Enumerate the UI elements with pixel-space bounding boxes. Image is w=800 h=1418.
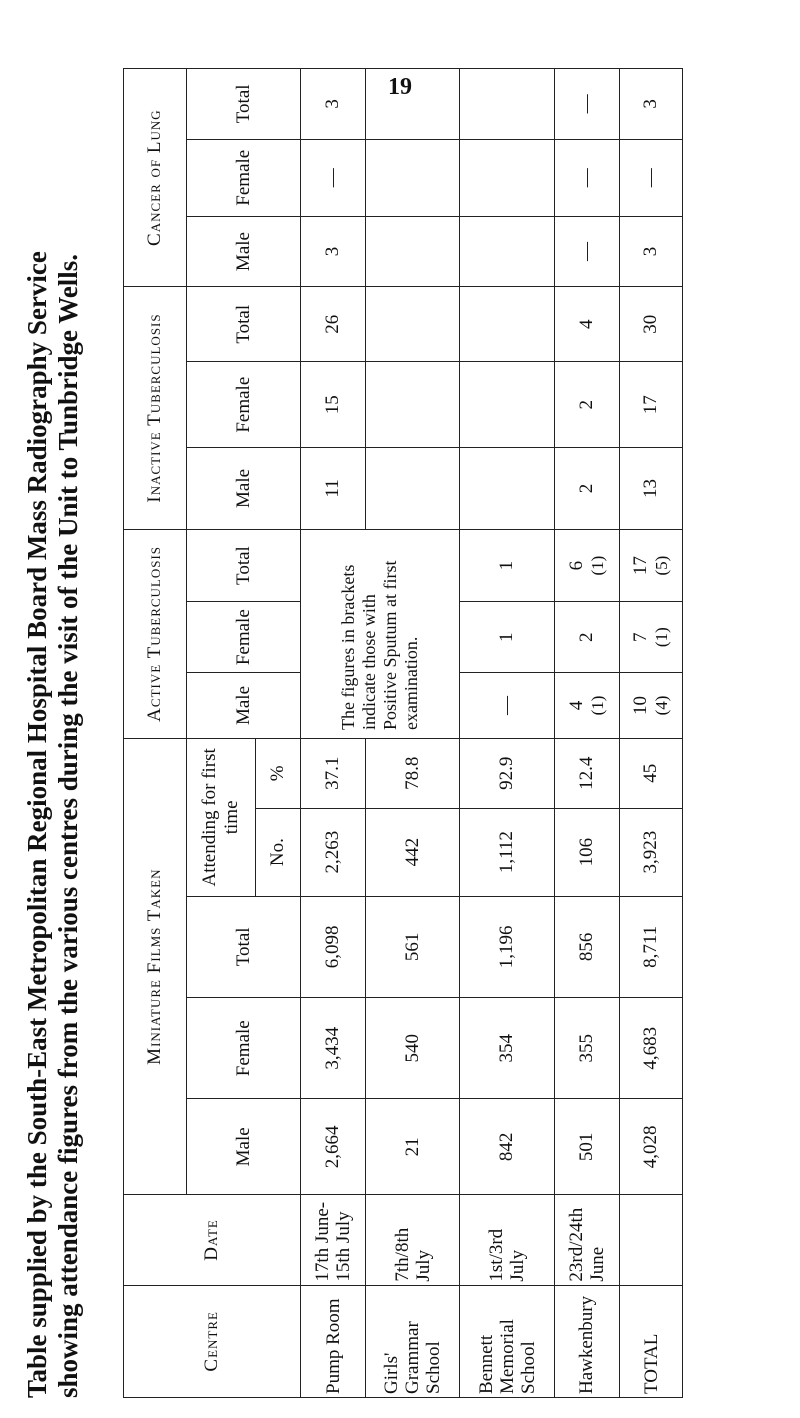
cell-centre: TOTAL — [620, 1285, 683, 1397]
cell-centre: Bennett Memorial School — [460, 1285, 554, 1397]
cell-act-total — [554, 529, 619, 602]
cell-lung-female: — — [620, 139, 683, 216]
cell-lung-male — [460, 216, 554, 287]
page-number: 19 — [388, 74, 412, 100]
cell-mf-male: 2,664 — [301, 1099, 366, 1195]
cell-lung-male: 3 — [301, 216, 366, 287]
cell-first-pct: 78.8 — [366, 739, 460, 808]
header-first-no: No. — [256, 808, 301, 896]
cell-inact-female: 15 — [301, 362, 366, 448]
header-mf-total: Total — [187, 896, 301, 997]
cell-lung-female: — — [554, 139, 619, 216]
cell-centre: Hawkenbury — [554, 1285, 619, 1397]
cell-first-pct: 37.1 — [301, 739, 366, 808]
header-inact-total: Total — [187, 287, 301, 362]
cell-centre: Pump Room — [301, 1285, 366, 1397]
value: 2 — [575, 632, 597, 642]
header-lung-female: Female — [187, 139, 301, 216]
cell-lung-total: — — [554, 69, 619, 140]
cell-date: 23rd/24th June — [554, 1195, 619, 1285]
cell-act-male — [620, 672, 683, 738]
cell-mf-female: 540 — [366, 998, 460, 1099]
cell-mf-female: 4,683 — [620, 998, 683, 1099]
cell-first-pct: 45 — [620, 739, 683, 808]
header-inact-male: Male — [187, 448, 301, 530]
cell-date: 1st/3rd July — [460, 1195, 554, 1285]
header-centre: Centre — [124, 1285, 301, 1397]
cell-act-male — [460, 672, 554, 738]
cell-mf-total: 8,711 — [620, 896, 683, 997]
title-line-1: Table supplied by the South-East Metropolitan Regional Hospital Board Mass Radiography Service — [22, 251, 52, 1398]
cell-first-no: 442 — [366, 808, 460, 896]
value: 1 — [496, 560, 518, 571]
cell-mf-total: 856 — [554, 896, 619, 997]
positive-sputum: (4) — [652, 695, 671, 716]
cell-mf-female: 3,434 — [301, 998, 366, 1099]
value: 4 — [565, 700, 587, 711]
cell-lung-female — [460, 139, 554, 216]
cell-inact-male — [460, 448, 554, 530]
cell-lung-total: 3 — [301, 69, 366, 140]
value: 1 — [496, 632, 518, 642]
header-inact-female: Female — [187, 362, 301, 448]
cell-inact-female: 17 — [620, 362, 683, 448]
cell-mf-total: 1,196 — [460, 896, 554, 997]
header-attending-first: Attending for first time — [187, 739, 256, 897]
cell-date: 7th/8th July — [366, 1195, 460, 1285]
cell-mf-female: 354 — [460, 998, 554, 1099]
header-miniature-films: Miniature Films Taken — [124, 739, 187, 1195]
value: 7 — [630, 632, 651, 642]
header-cancer-lung: Cancer of Lung — [124, 69, 187, 287]
cell-inact-total: 26 — [301, 287, 366, 362]
cell-inact-total: 30 — [620, 287, 683, 362]
cell-date — [620, 1195, 683, 1285]
cell-act-female — [460, 602, 554, 673]
cell-inact-female — [366, 362, 460, 448]
cell-date: 17th June-15th July — [301, 1195, 366, 1285]
positive-sputum-note: The figures in brackets indicate those with Positive Sputum at first examination. — [301, 529, 460, 738]
header-act-total: Total — [187, 529, 301, 602]
cell-first-pct: 12.4 — [554, 739, 619, 808]
cell-act-total — [620, 529, 683, 602]
cell-mf-total: 6,098 — [301, 896, 366, 997]
table-row — [301, 69, 366, 1398]
cell-inact-total: 4 — [554, 287, 619, 362]
cell-inact-total — [366, 287, 460, 362]
header-first-pct: % — [256, 739, 301, 808]
cell-lung-total: 3 — [620, 69, 683, 140]
cell-inact-male — [366, 448, 460, 530]
cell-inact-female — [460, 362, 554, 448]
cell-inact-male: 2 — [554, 448, 619, 530]
cell-act-male — [554, 672, 619, 738]
cell-lung-female — [366, 139, 460, 216]
header-date: Date — [124, 1195, 301, 1285]
header-lung-male: Male — [187, 216, 301, 287]
cell-act-female — [620, 602, 683, 673]
table-row — [460, 69, 554, 1398]
positive-sputum: (1) — [587, 695, 607, 716]
value: 10 — [630, 696, 651, 715]
value: 17 — [630, 556, 651, 576]
header-active-tb: Active Tuberculosis — [124, 529, 187, 738]
cell-mf-male: 501 — [554, 1099, 619, 1195]
value: 6 — [565, 560, 587, 571]
cell-inact-female: 2 — [554, 362, 619, 448]
header-lung-total: Total — [187, 69, 301, 140]
cell-lung-male: — — [554, 216, 619, 287]
positive-sputum: (1) — [652, 627, 671, 648]
cell-inact-male: 13 — [620, 448, 683, 530]
cell-first-no: 1,112 — [460, 808, 554, 896]
cell-mf-male: 21 — [366, 1099, 460, 1195]
cell-mf-male: 842 — [460, 1099, 554, 1195]
cell-first-no: 106 — [554, 808, 619, 896]
header-inactive-tb: Inactive Tuberculosis — [124, 287, 187, 529]
table-title — [22, 68, 84, 1398]
value: — — [496, 696, 518, 715]
cell-act-female — [554, 602, 619, 673]
cell-first-no: 2,263 — [301, 808, 366, 896]
cell-mf-total: 561 — [366, 896, 460, 997]
cell-first-no: 3,923 — [620, 808, 683, 896]
cell-act-total — [460, 529, 554, 602]
header-mf-female: Female — [187, 998, 301, 1099]
cell-lung-male — [366, 216, 460, 287]
cell-inact-total — [460, 287, 554, 362]
cell-mf-male: 4,028 — [620, 1099, 683, 1195]
header-mf-male: Male — [187, 1099, 301, 1195]
attendance-table — [123, 68, 683, 1398]
table-row — [554, 69, 619, 1398]
header-act-male: Male — [187, 672, 301, 738]
cell-lung-male: 3 — [620, 216, 683, 287]
header-act-female: Female — [187, 602, 301, 673]
cell-first-pct: 92.9 — [460, 739, 554, 808]
cell-lung-total — [460, 69, 554, 140]
positive-sputum: (1) — [587, 555, 607, 576]
cell-lung-total — [366, 69, 460, 140]
header-row-groups — [124, 69, 187, 1398]
cell-centre: Girls' Grammar School — [366, 1285, 460, 1397]
cell-mf-female: 355 — [554, 998, 619, 1099]
positive-sputum: (5) — [652, 555, 671, 576]
total-row — [620, 69, 683, 1398]
cell-lung-female: — — [301, 139, 366, 216]
cell-inact-male: 11 — [301, 448, 366, 530]
title-line-2: showing attendance figures from the various centres during the visit of the Unit to Tunbridge Wells. — [53, 253, 83, 1398]
